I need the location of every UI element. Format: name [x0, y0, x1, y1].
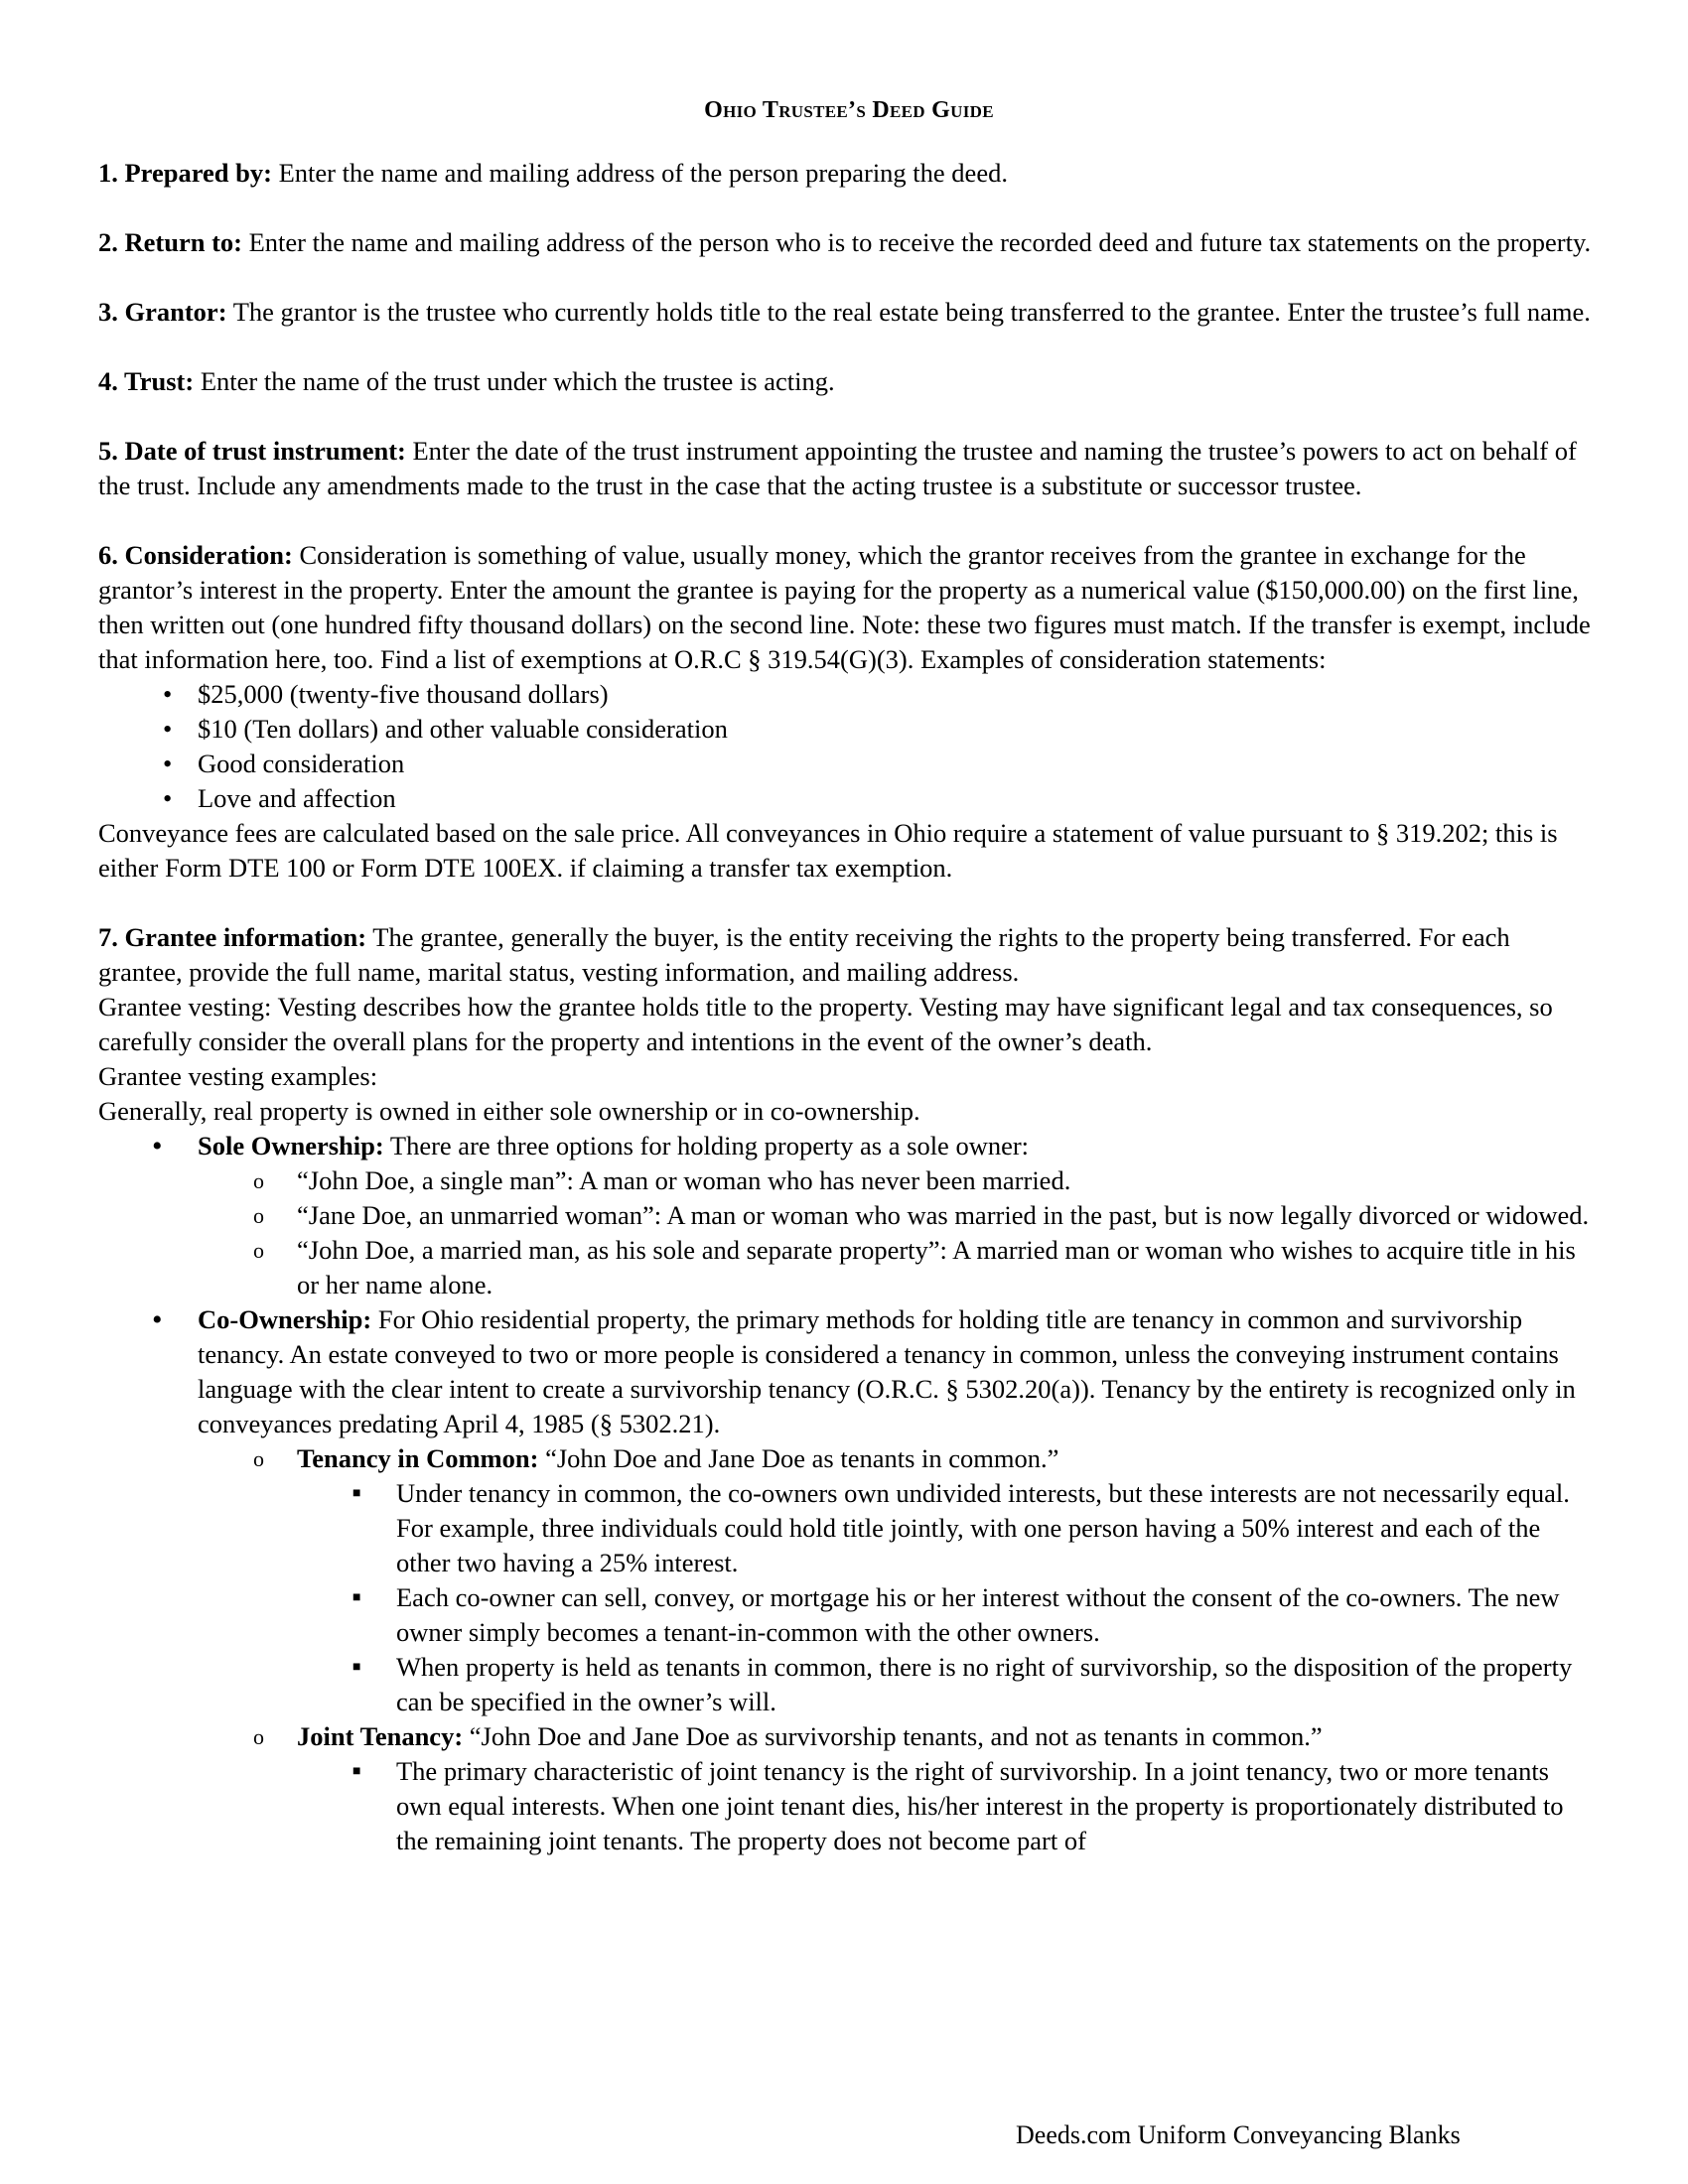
sole-ownership-options [198, 1163, 1600, 1302]
square-bullet-icon: ■ [352, 1486, 361, 1501]
conveyance-fees-note: Conveyance fees are calculated based on the sale price. All conveyances in Ohio require a statement of value pursuant to § 319.202; this is either Form DTE 100 or Form DTE 100EX. if claiming a transfer tax exemption. [98, 818, 1558, 883]
item-text: Each co-owner can sell, convey, or mortgage his or her interest without the consent of the co-owners. The new owner simply becomes a tenant-in-common with the other owners. [396, 1582, 1560, 1647]
item-label: Co-Ownership: [198, 1304, 372, 1334]
section-label: 3. Grantor: [98, 297, 227, 327]
list-item [297, 1754, 1600, 1858]
tenancy-in-common-item [198, 1441, 1600, 1719]
consideration-examples [98, 677, 1600, 816]
section-text: Enter the date of the trust instrument appointing the trustee and naming the trustee’s powers to act on behalf of the trust. Include any amendments made to the trust in the case that the acting trustee is a substitute or successor trustee. [98, 436, 1577, 500]
co-ownership-item [98, 1302, 1600, 1858]
list-item [297, 1476, 1600, 1580]
circle-bullet-icon: o [253, 1168, 264, 1193]
circle-bullet-icon: o [253, 1203, 264, 1228]
page-title: Ohio Trustee’s Deed Guide [704, 97, 994, 123]
joint-tenancy-details [297, 1754, 1600, 1858]
bullet-icon: • [152, 1130, 163, 1162]
item-text: “John Doe and Jane Doe as tenants in common.” [545, 1443, 1059, 1473]
list-item [297, 1580, 1600, 1650]
list-item: • Love and affection [98, 781, 1600, 816]
list-item: • $25,000 (twenty-five thousand dollars) [98, 677, 1600, 712]
section-text: The grantor is the trustee who currently holds title to the real estate being transferred to the grantee. Enter the trustee’s full name. [232, 297, 1591, 327]
square-bullet-icon: ■ [352, 1660, 361, 1675]
footer-text: Deeds.com Uniform Conveyancing Blanks [1016, 2120, 1461, 2149]
sole-ownership-item [98, 1129, 1600, 1302]
circle-bullet-icon: o [253, 1446, 264, 1471]
ownership-general: Generally, real property is owned in either sole ownership or in co-ownership. [98, 1096, 920, 1126]
item-text: “Jane Doe, an unmarried woman”: A man or woman who was married in the past, but is now legally divorced or widowed. [297, 1200, 1590, 1230]
joint-tenancy-item [198, 1719, 1600, 1858]
consideration-paragraph [98, 538, 1600, 677]
section-trust [98, 364, 1600, 399]
section-consideration [98, 538, 1600, 886]
section-text: The grantee, generally the buyer, is the entity receiving the rights to the property being transferred. For each grantee, provide the full name, marital status, vesting information, and mailing address. [98, 922, 1510, 987]
item-text: “John Doe, a married man, as his sole and separate property”: A married man or woman who wishes to acquire title in his or her name alone. [297, 1235, 1576, 1299]
item-text: There are three options for holding property as a sole owner: [389, 1131, 1030, 1160]
bullet-icon: • [152, 1303, 163, 1336]
section-grantor [98, 295, 1600, 330]
item-text: For Ohio residential property, the primary methods for holding title are tenancy in common and survivorship tenancy. An estate conveyed to two or more people is considered a tenancy in common, unless the conveying instrument contains language with the clear intent to create a survivorship tenancy (O.R.C. § 5302.20(a)). Tenancy by the entirety is recognized only in conveyances predating April 4, 1985 (§ 5302.21). [198, 1304, 1576, 1438]
list-item [198, 1163, 1600, 1198]
vesting-examples-heading: Grantee vesting examples: [98, 1061, 378, 1091]
section-label: 4. Trust: [98, 366, 195, 396]
square-bullet-icon: ■ [352, 1590, 361, 1605]
section-label: 5. Date of trust instrument: [98, 436, 406, 466]
section-text: Enter the name of the trust under which the trustee is acting. [200, 366, 835, 396]
list-item: • Good consideration [98, 747, 1600, 781]
section-trust-date [98, 434, 1600, 503]
grantee-vesting: Grantee vesting: Vesting describes how the grantee holds title to the property. Vesting may have significant legal and tax consequences, so carefully consider the overall plans for the property and intentions in the event of the owner’s death. [98, 992, 1553, 1056]
item-text: “John Doe and Jane Doe as survivorship tenants, and not as tenants in common.” [469, 1721, 1323, 1751]
section-return-to [98, 225, 1600, 260]
section-label: 1. Prepared by: [98, 158, 272, 188]
tenancy-in-common-details [297, 1476, 1600, 1719]
section-text: Enter the name and mailing address of the person preparing the deed. [278, 158, 1008, 188]
list-item [198, 1233, 1600, 1302]
section-text: Enter the name and mailing address of the person who is to receive the recorded deed and future tax statements on the property. [248, 227, 1592, 257]
section-label: 7. Grantee information: [98, 922, 367, 952]
section-label: 6. Consideration: [98, 540, 293, 570]
item-text: The primary characteristic of joint tenancy is the right of survivorship. In a joint tenancy, two or more tenants own equal interests. When one joint tenant dies, his/her interest in the property is proportionately distributed to the remaining joint tenants. The property does not become part of [396, 1756, 1564, 1855]
item-label: Joint Tenancy: [297, 1721, 464, 1751]
item-text: “John Doe, a single man”: A man or woman who has never been married. [297, 1165, 1071, 1195]
square-bullet-icon: ■ [352, 1764, 361, 1779]
grantee-paragraph [98, 920, 1600, 990]
document-page [98, 95, 1600, 1858]
co-ownership-types [198, 1441, 1600, 1858]
item-text: When property is held as tenants in common, there is no right of survivorship, so the disposition of the property can be specified in the owner’s will. [396, 1652, 1573, 1716]
list-item: • $10 (Ten dollars) and other valuable consideration [98, 712, 1600, 747]
section-grantee [98, 920, 1600, 1858]
item-text: Under tenancy in common, the co-owners own undivided interests, but these interests are not necessarily equal. For example, three individuals could hold title jointly, with one person having a 50% interest and each of the other two having a 25% interest. [396, 1478, 1570, 1577]
section-text: Consideration is something of value, usually money, which the grantor receives from the grantee in exchange for the grantor’s interest in the property. Enter the amount the grantee is paying for the property as a numerical value ($150,000.00) on the first line, then written out (one hundred fifty thousand dollars) on the second line. Note: these two figures must match. If the transfer is exempt, include that information here, too. Find a list of exemptions at O.R.C § 319.54(G)(3). Examples of consideration statements: [98, 540, 1591, 674]
item-label: Sole Ownership: [198, 1131, 384, 1160]
ownership-list [98, 1129, 1600, 1858]
item-label: Tenancy in Common: [297, 1443, 539, 1473]
section-prepared-by [98, 156, 1600, 191]
section-label: 2. Return to: [98, 227, 242, 257]
list-item [297, 1650, 1600, 1719]
circle-bullet-icon: o [253, 1238, 264, 1263]
list-item [198, 1198, 1600, 1233]
circle-bullet-icon: o [253, 1724, 264, 1749]
